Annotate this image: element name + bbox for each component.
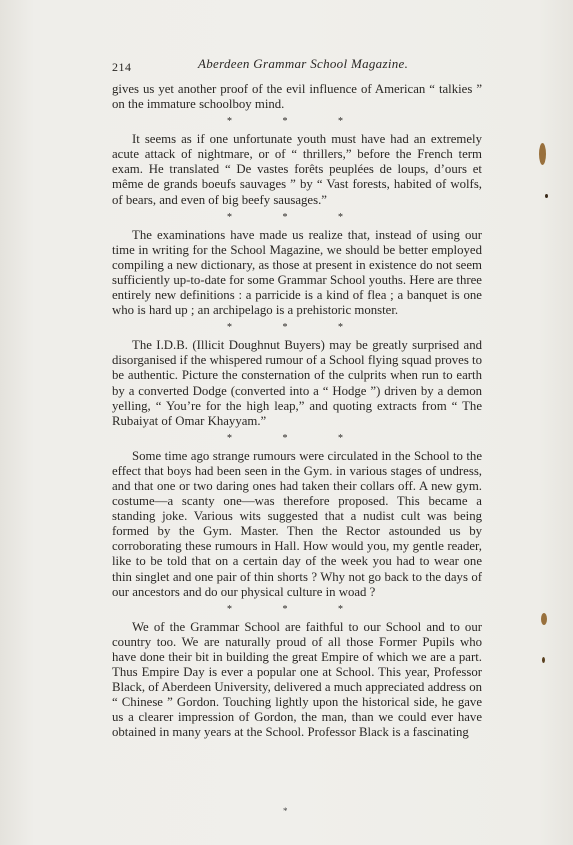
stain-mark: [542, 657, 545, 663]
section-separator: * * *: [227, 211, 367, 223]
stain-mark: [539, 143, 546, 165]
section-separator: * * *: [227, 432, 367, 444]
article-body: [112, 82, 482, 740]
paragraph-gym: Some time ago strange rumours were circulated in the School to the effect that boys had been seen in the Gym. in various stages of undress, and that one or two daring ones had taken their collars off. A new gym. costume—a scanty one—was therefore proposed. This became a standing joke. Various wits suggested that a nudist cult was being formed by the Gym. Master. Then the Rector astounded us by corroborating these rumours in Hall. How would you, my gentle reader, like to be told that on a certain day of the week you had to wear one thin singlet and one pair of thin shorts ? Why not go back to the days of our ancestors and do our physical culture in woad ?: [112, 448, 482, 599]
paragraph-continued: gives us yet another proof of the evil influence of American “ talkies ” on the immature schoolboy mind.: [112, 82, 482, 112]
paragraph-nightmare: It seems as if one unfortunate youth must have had an extremely acute attack of nightmare, or of “ thrillers,” before the French term exam. He translated “ De vastes forêts peuplées de loups, d’ours et même de grands boeufs sauvages ” by “ Vast forests, habited of wolfs, of bears, and even of big beefy sausages.”: [112, 132, 482, 207]
stain-mark: [541, 613, 547, 625]
paragraph-idb: The I.D.B. (Illicit Doughnut Buyers) may be greatly surprised and disorganised if the whispered rumour of a School flying squad proves to be authentic. Picture the consternation of the culprits when run to earth by a converted Dodge (converted into a “ Hodge ”) driven by a demon yelling, “ You’re for the high leap,” and quoting extracts from “ The Rubaiyat of Omar Khayyam.”: [112, 338, 482, 428]
section-separator: * * *: [227, 603, 367, 615]
stain-mark: [545, 194, 548, 198]
running-title: Aberdeen Grammar School Magazine.: [198, 56, 409, 71]
section-separator: * * *: [227, 116, 367, 128]
page-number: 214: [112, 60, 132, 74]
paragraph-empire-day: We of the Grammar School are faithful to our School and to our country too. We are naturally proud of all those Former Pupils who have done their bit in building the great Empire of which we are a part. Thus Empire Day is ever a popular one at School. This year, Professor Black, of Aberdeen University, delivered a much appreciated address on “ Chinese ” Gordon. Touching lightly upon the historical side, he gave us a clearer impression of Gordon, the man, than we could ever have obtained in many years at the School. Professor Black is a fascinating: [112, 619, 482, 740]
section-separator: * * *: [227, 322, 367, 334]
paragraph-examinations: The examinations have made us realize that, instead of using our time in writing for the School Magazine, we should be better employed compiling a new dictionary, as those at present in existence do not seem sufficiently up-to-date for some Grammar School youths. Here are three entirely new definitions : a parricide is a kind of flea ; a banquet is one who is hard up ; an archipelago is a prehistoric monster.: [112, 227, 482, 318]
folio-mark: *: [283, 806, 288, 816]
